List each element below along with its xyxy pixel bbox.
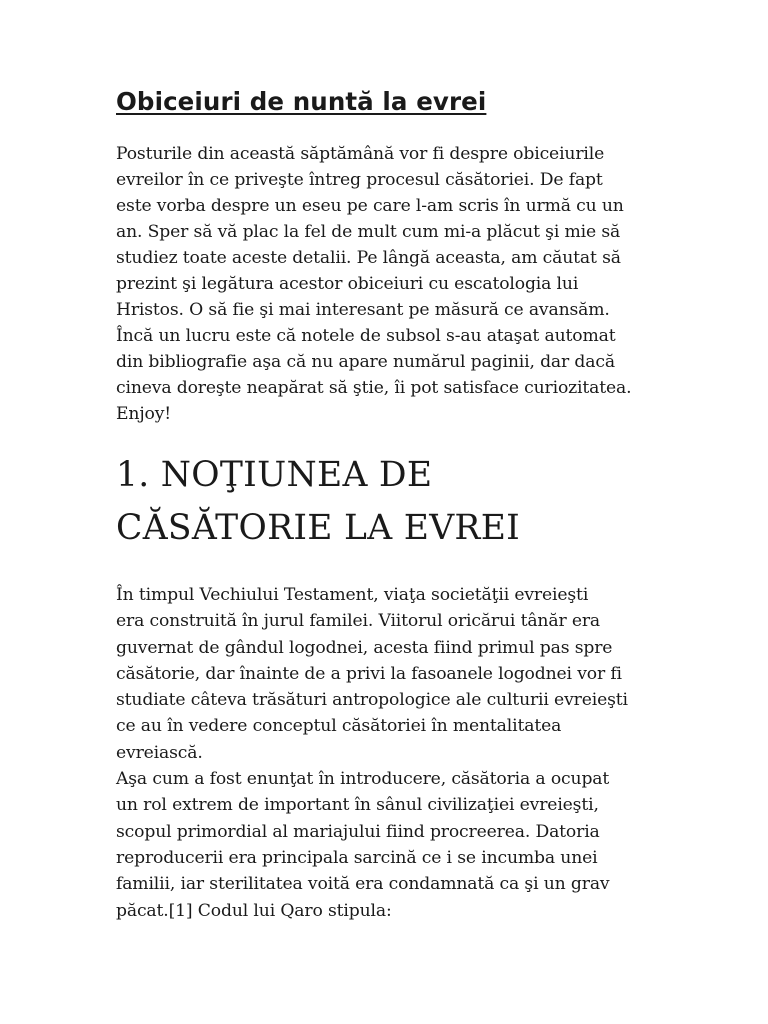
body-paragraph-1: În timpul Vechiului Testament, viaţa societăţii evreieşti era construită în jurul familei. Viitorul oricărui tânăr era guvernat de gândul logodnei, acesta fiind primul pas spre căsătorie, dar înainte de a privi la fasoanele logodnei vor fi studiate câteva trăsături antropologice ale culturii evreieşti ce au în vedere conceptul căsătoriei în mentalitatea evreiască. — [116, 585, 628, 763]
document-title: Obiceiuri de nuntă la evrei — [116, 87, 487, 116]
intro-paragraph: Posturile din această săptămână vor fi despre obiceiurile evreilor în ce priveşte întreg procesul căsătoriei. De fapt este vorba despre un eseu pe care l-am scris în urmă cu un an. Sper să vă plac la fel de mult cum mi-a plăcut şi mie să studiez toate aceste detalii. Pe lângă aceasta, am căutat să prezint şi legătura acestor obiceiuri cu escatologia lui Hristos. O să fie şi mai interesant pe măsură ce avansăm. Încă un lucru este că notele de subsol s-au ataşat automat din bibliografie aşa că nu apare numărul paginii, dar dacă cineva doreşte neapărat să ştie, îi pot satisface curiozitatea. Enjoy! — [116, 144, 632, 424]
document-page — [116, 86, 676, 924]
body-paragraph-2: Aşa cum a fost enunţat în introducere, căsătoria a ocupat un rol extrem de important în sânul civilizaţiei evreieşti, scopul primordial al mariajului fiind procreerea. Datoria reproducerii era principala sarcină ce i se incumba unei familii, iar sterilitatea voită era condamnată ca şi un grav păcat.[1] Codul lui Qaro stipula: — [116, 769, 610, 921]
section-heading: 1. NOŢIUNEA DE CĂSĂTORIE LA EVREI — [116, 455, 521, 548]
